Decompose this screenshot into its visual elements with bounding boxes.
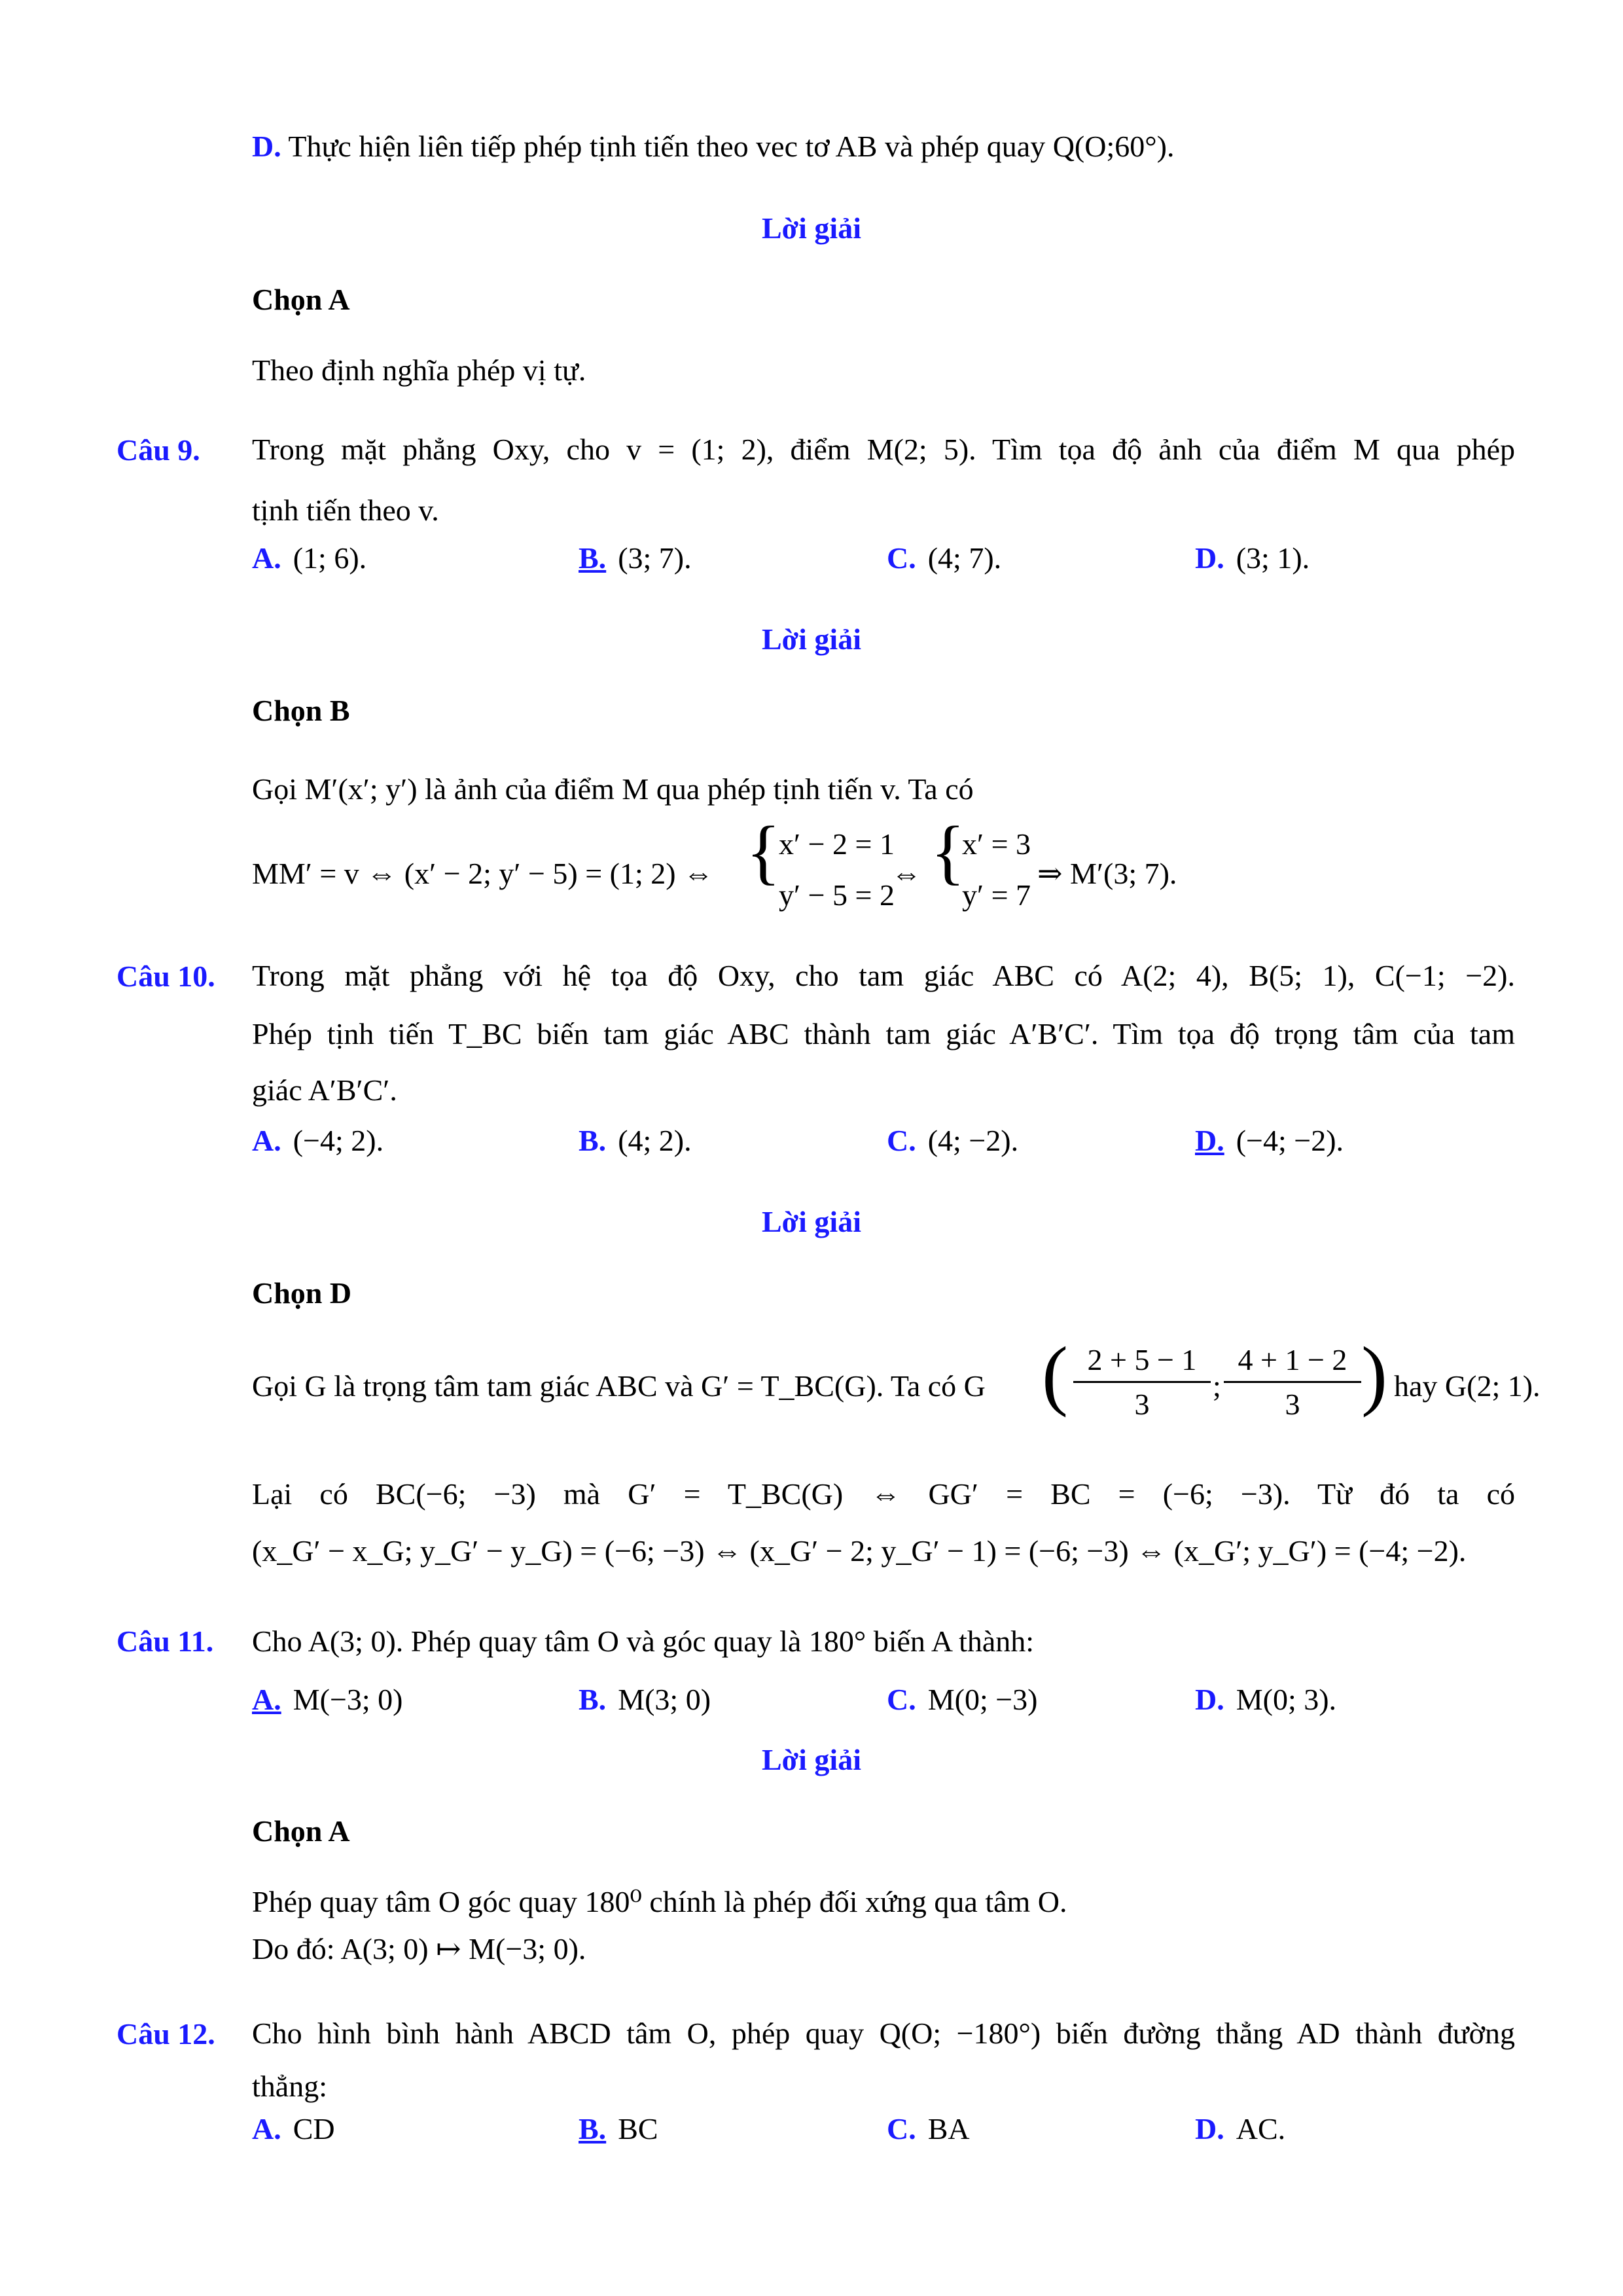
- system-row: x′ = 3: [962, 827, 1031, 861]
- solution-text: Gọi M′(x′; y′) là ảnh của điểm M qua phép tịnh tiến v. Ta có: [252, 772, 974, 806]
- option-value: M(−3; 0): [293, 1683, 403, 1716]
- solution-text: Gọi G là trọng tâm tam giác ABC và G′ = T_BC(G). Ta có G: [252, 1369, 986, 1403]
- option-value: AC.: [1236, 2112, 1286, 2145]
- equivalence-arrow: ⇔: [891, 857, 921, 890]
- chosen-answer: Chọn B: [252, 694, 350, 727]
- option-a: [252, 541, 366, 575]
- option-d: [1195, 1123, 1344, 1158]
- option-label: D.: [1195, 541, 1224, 575]
- option-c: [887, 541, 1001, 575]
- solution-equation: (x_G′ − x_G; y_G′ − y_G) = (−6; −3) ⇔ (x_G′ − 2; y_G′ − 1) = (−6; −3) ⇔ (x_G′; y_G′) = (−4; −2).: [252, 1534, 1467, 1568]
- prev-option-d: [252, 128, 1174, 164]
- option-a: [252, 2111, 335, 2146]
- option-value: M(3; 0): [618, 1683, 711, 1716]
- option-label: D.: [1195, 1683, 1224, 1716]
- chosen-answer: Chọn A: [252, 1814, 350, 1848]
- option-value: (4; 7).: [927, 541, 1002, 575]
- solution-text: Phép quay tâm O góc quay 180⁰ chính là phép đối xứng qua tâm O.: [252, 1885, 1067, 1918]
- option-label: D.: [1195, 1124, 1224, 1157]
- solution-result: ⇒ M′(3; 7).: [1037, 857, 1177, 890]
- question-label: Câu 11.: [116, 1624, 214, 1658]
- option-value: (3; 7).: [618, 541, 692, 575]
- system-row: x′ − 2 = 1: [779, 827, 895, 861]
- option-label: B.: [579, 1124, 607, 1157]
- option-value: (4; 2).: [618, 1124, 692, 1157]
- option-a: [252, 1682, 403, 1717]
- question-label: Câu 12.: [116, 2017, 215, 2051]
- option-value: M(0; −3): [927, 1683, 1038, 1716]
- separator-icon: ;: [1213, 1369, 1221, 1403]
- fraction-bar: [1073, 1381, 1211, 1383]
- option-value: BA: [927, 2112, 970, 2145]
- brace-icon: {: [746, 812, 781, 891]
- system-row: y′ − 5 = 2: [779, 878, 895, 912]
- solution-heading: Lời giải: [762, 211, 861, 245]
- option-b: [579, 1123, 692, 1158]
- fraction-numerator: 4 + 1 − 2: [1238, 1343, 1347, 1376]
- fraction-numerator: 2 + 5 − 1: [1087, 1343, 1197, 1376]
- solution-heading: Lời giải: [762, 622, 861, 656]
- option-text: Thực hiện liên tiếp phép tịnh tiến theo vec tơ AB và phép quay Q(O;60°).: [288, 130, 1175, 163]
- paren-right-icon: ): [1361, 1331, 1387, 1418]
- option-b: [579, 2111, 658, 2146]
- option-value: (−4; 2).: [293, 1124, 384, 1157]
- option-value: M(0; 3).: [1236, 1683, 1337, 1716]
- fraction-denominator: 3: [1285, 1388, 1300, 1421]
- option-value: (4; −2).: [927, 1124, 1019, 1157]
- option-label: C.: [887, 1124, 916, 1157]
- option-label: B.: [579, 2112, 607, 2145]
- solution-result: hay G(2; 1).: [1394, 1369, 1541, 1403]
- option-value: (1; 6).: [293, 541, 367, 575]
- solution-heading: Lời giải: [762, 1205, 861, 1238]
- option-d: [1195, 2111, 1285, 2146]
- option-label: A.: [252, 2112, 281, 2145]
- question-text-cont: Phép tịnh tiến T_BC biến tam giác ABC thành tam giác A′B′C′. Tìm tọa độ trọng tâm của tam: [252, 1017, 1515, 1050]
- option-label: D.: [252, 130, 281, 163]
- option-a: [252, 1123, 383, 1158]
- option-label: B.: [579, 1683, 607, 1716]
- brace-icon: {: [931, 812, 965, 891]
- option-d: [1195, 541, 1310, 575]
- solution-text: Do đó: A(3; 0) ↦ M(−3; 0).: [252, 1932, 586, 1965]
- solution-text: Lại có BC(−6; −3) mà G′ = T_BC(G) ⇔ GG′ = BC = (−6; −3). Từ đó ta có: [252, 1477, 1515, 1511]
- question-label: Câu 9.: [116, 433, 200, 467]
- fraction-denominator: 3: [1134, 1388, 1150, 1421]
- question-text: Cho hình bình hành ABCD tâm O, phép quay Q(O; −180°) biến đường thẳng AD thành đường: [252, 2017, 1515, 2050]
- question-text-cont: tịnh tiến theo v.: [252, 493, 439, 527]
- fraction-bar: [1224, 1381, 1361, 1383]
- question-text: Trong mặt phẳng Oxy, cho v = (1; 2), điểm M(2; 5). Tìm tọa độ ảnh của điểm M qua phép: [252, 433, 1515, 466]
- option-value: (−4; −2).: [1236, 1124, 1344, 1157]
- question-text-cont: giác A′B′C′.: [252, 1073, 397, 1107]
- option-d: [1195, 1682, 1336, 1717]
- system-row: y′ = 7: [962, 878, 1031, 912]
- option-label: A.: [252, 1683, 281, 1716]
- option-label: A.: [252, 1124, 281, 1157]
- option-value: BC: [618, 2112, 658, 2145]
- question-text-cont: thẳng:: [252, 2070, 327, 2103]
- option-label: C.: [887, 541, 916, 575]
- option-value: (3; 1).: [1236, 541, 1310, 575]
- option-value: CD: [293, 2112, 335, 2145]
- option-c: [887, 1682, 1038, 1717]
- option-label: D.: [1195, 2112, 1224, 2145]
- solution-equation: MM′ = v ⇔ (x′ − 2; y′ − 5) = (1; 2) ⇔: [252, 857, 714, 890]
- solution-text: Theo định nghĩa phép vị tự.: [252, 353, 586, 387]
- option-label: B.: [579, 541, 607, 575]
- option-c: [887, 1123, 1018, 1158]
- option-label: C.: [887, 2112, 916, 2145]
- option-label: C.: [887, 1683, 916, 1716]
- option-label: A.: [252, 541, 281, 575]
- question-label: Câu 10.: [116, 960, 215, 993]
- option-c: [887, 2111, 970, 2146]
- chosen-answer: Chọn A: [252, 283, 350, 316]
- question-text: Trong mặt phẳng với hệ tọa độ Oxy, cho tam giác ABC có A(2; 4), B(5; 1), C(−1; −2).: [252, 959, 1515, 992]
- paren-left-icon: (: [1042, 1331, 1068, 1418]
- solution-heading: Lời giải: [762, 1743, 861, 1776]
- chosen-answer: Chọn D: [252, 1276, 352, 1310]
- question-text: Cho A(3; 0). Phép quay tâm O và góc quay là 180° biến A thành:: [252, 1624, 1035, 1658]
- option-b: [579, 541, 692, 575]
- option-b: [579, 1682, 711, 1717]
